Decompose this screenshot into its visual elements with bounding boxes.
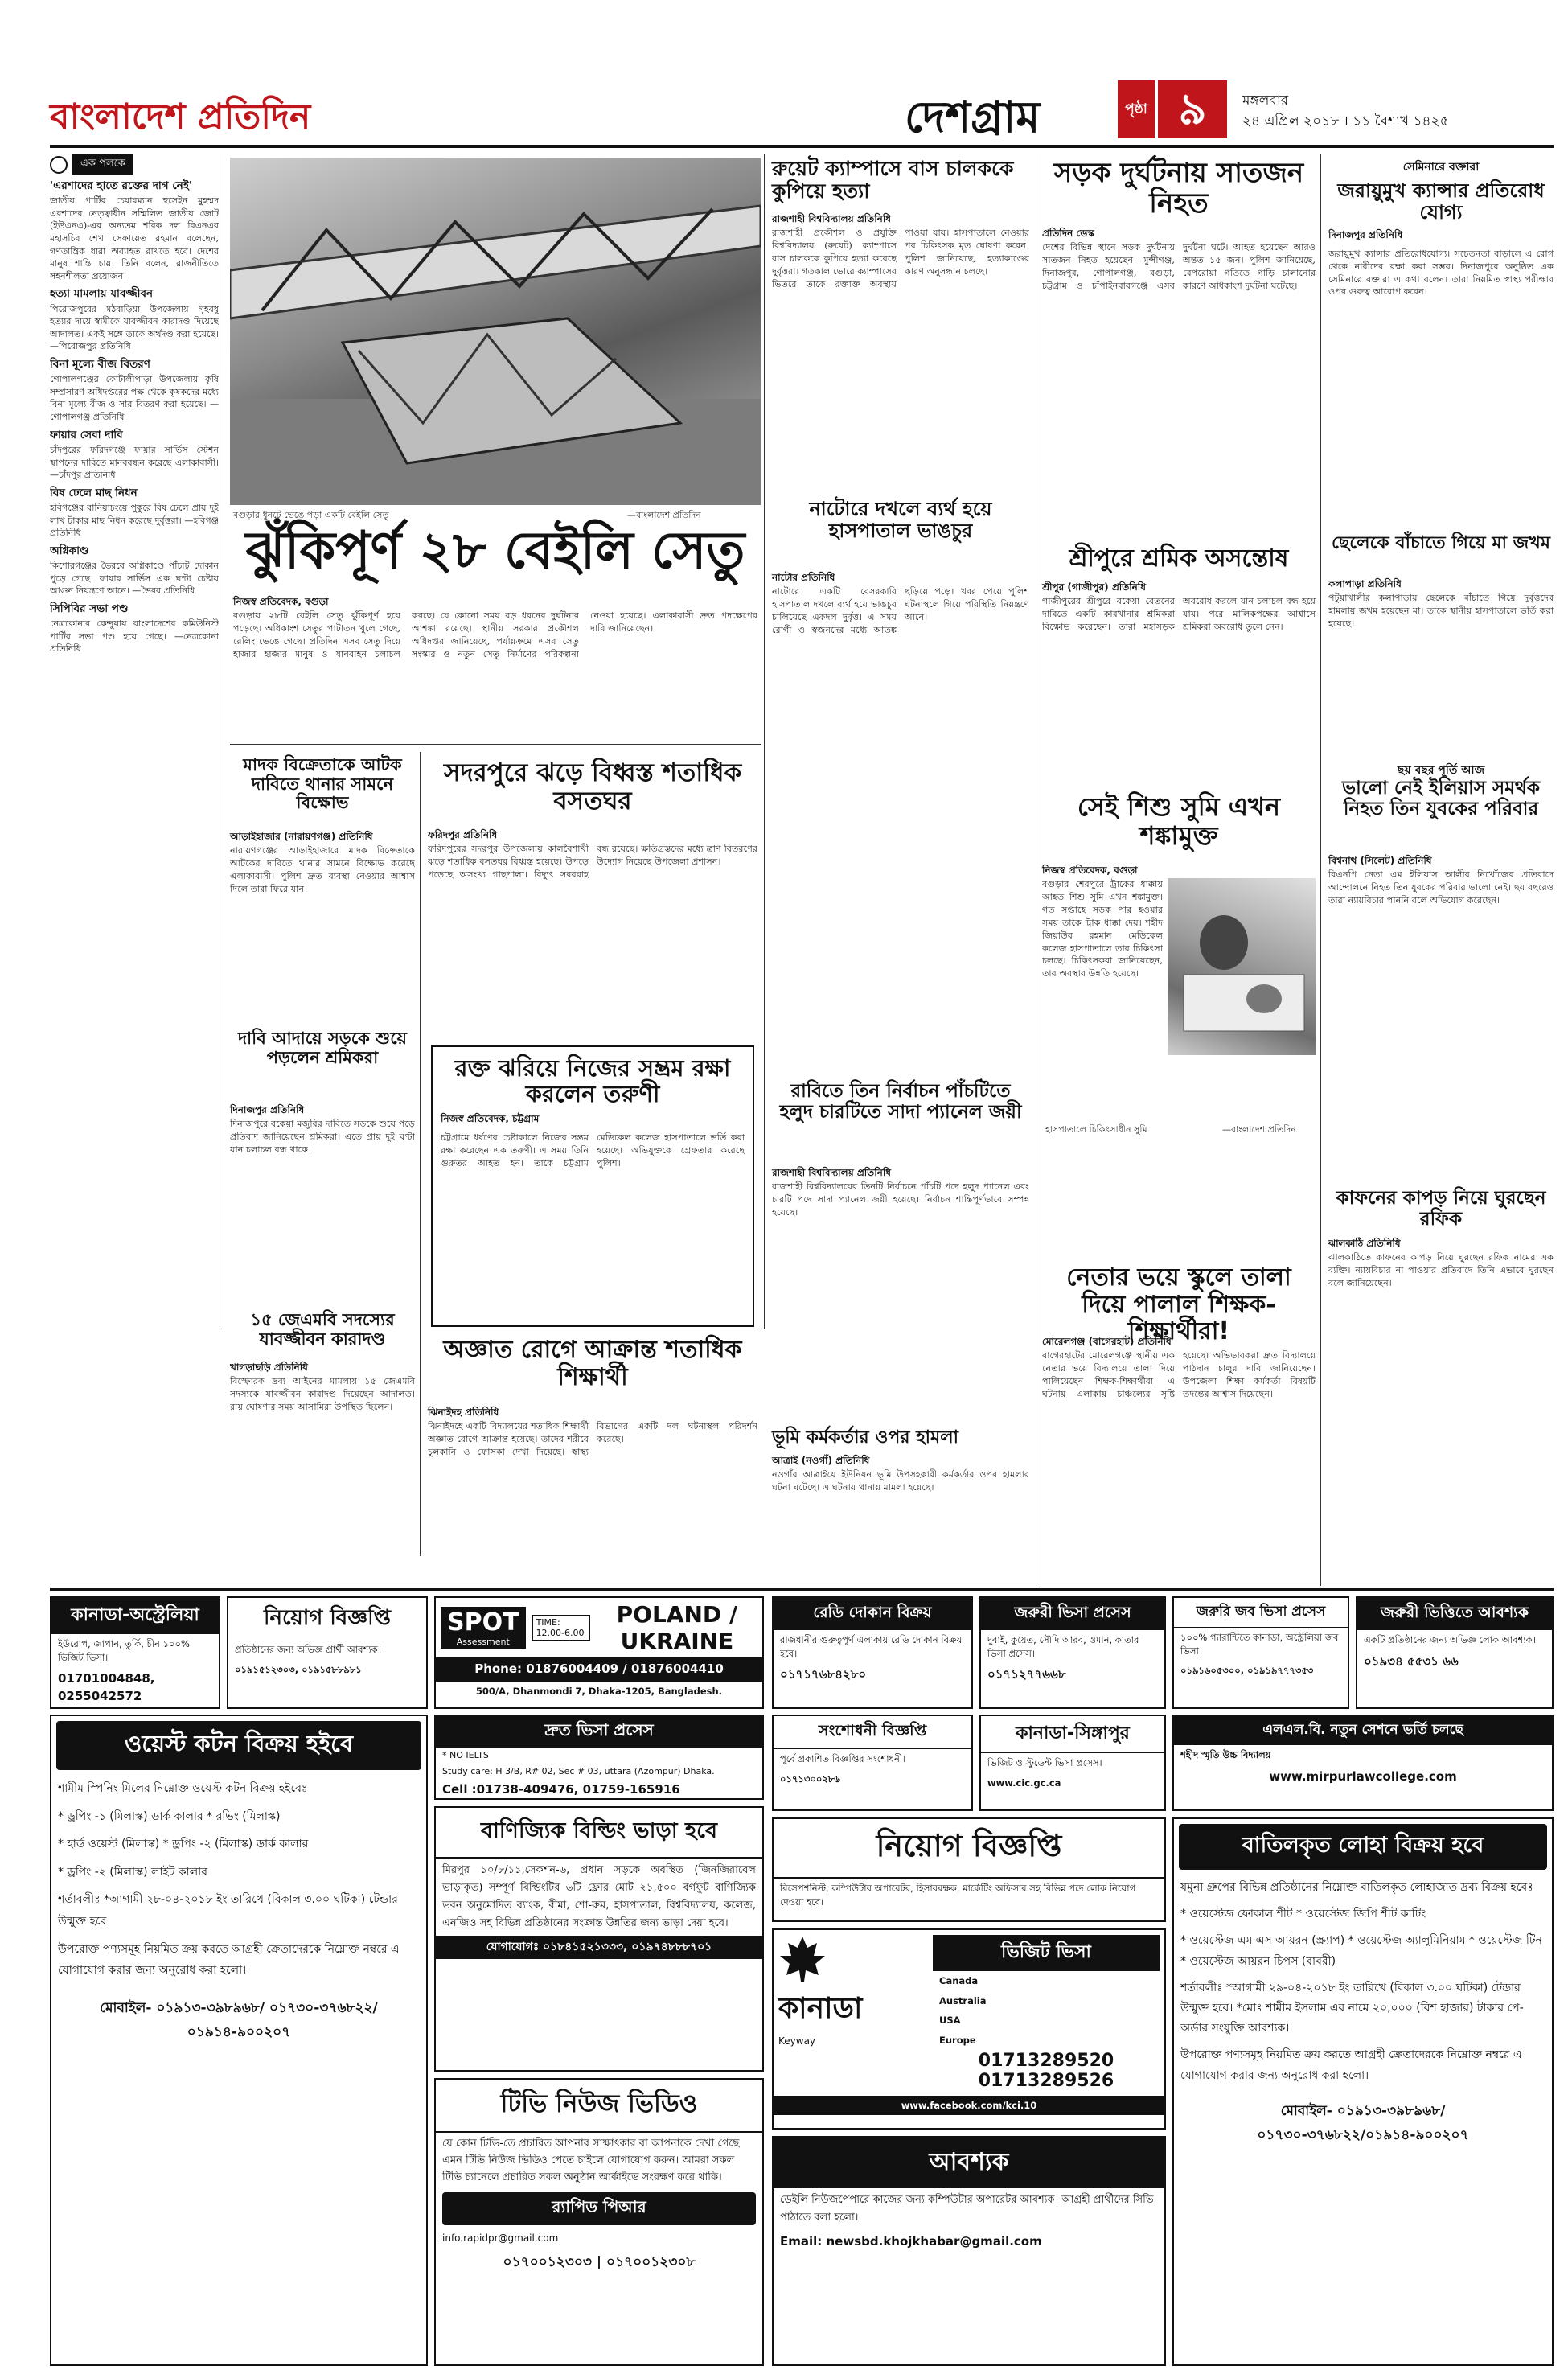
ad-title: বাণিজ্যিক বিল্ডিং ভাড়া হবে: [436, 1808, 762, 1859]
wanted-ad: [772, 2136, 1166, 2366]
hospital-bed-illustration: [1168, 878, 1316, 1055]
sumi-headline: সেই শিশু সুমি এখন শঙ্কামুক্ত: [1077, 791, 1281, 851]
brief-headline: অগ্নিকাণ্ড: [50, 544, 89, 557]
spiral-icon: [50, 156, 68, 174]
tv-news-video-ad: [434, 2078, 764, 2366]
seminar-story: [1328, 158, 1554, 521]
ad-phone: ০১৭১৩০০২৮৬: [780, 1772, 840, 1785]
page-number: ৯: [1158, 80, 1227, 138]
seminar-byline: দিনাজপুর প্রতিনিধি: [1328, 228, 1403, 240]
ad-email: info.rapidpr@gmail.com: [442, 2232, 559, 2245]
canada-singapore-ad: [979, 1715, 1166, 1811]
ad-country: Europe: [939, 2035, 976, 2047]
page-label: পৃষ্ঠা: [1118, 80, 1155, 138]
ad-line: * হার্ড ওয়েস্ট (মিলাস্ক) * ড্রপিং -২ (মিলাস্ক) ডার্ক কালার: [58, 1838, 309, 1851]
ad-phone: ০১৭০০১২৩০৩ | ০১৭০০১২৩০৮: [503, 2253, 696, 2270]
seminar-kicker: সেমিনারে বক্তারা: [1402, 161, 1480, 174]
ad-address: 500/A, Dhanmondi 7, Dhaka-1205, Bangladesh.: [475, 1685, 723, 1697]
ad-title: কানাডা-সিঙ্গাপুর: [981, 1716, 1164, 1753]
brief-body: গোপালগঞ্জের কোটালীপাড়া উপজেলায় কৃষি সম্প্রসারণ অধিদপ্তরের পক্ষ থেকে কৃষকদের মধ্যে বিনা মূল্যে বীজ ও সার বিতরণ করা হয়েছে। —গোপালগঞ্জ প্রতিনিধি: [50, 374, 219, 423]
rabi-body: রাজশাহী বিশ্ববিদ্যালয়ের তিনটি নির্বাচনে পাঁচটি পদে হলুদ প্যানেল এবং চারটি পদে সাদা প্যানেল জয়ী হয়েছে। নির্বাচন শান্তিপূর্ণভাবে সম্পন্ন হয়েছে।: [772, 1181, 1029, 1218]
disease-body: ঝিনাইদহে একটি বিদ্যালয়ের শতাধিক শিক্ষার্থী অজ্ঞাত রোগে আক্রান্ত হয়েছে। তাদের শরীরে চুলকানি ও ফোসকা দেখা দিয়েছে। স্বাস্থ্য বিভাগের একটি দল ঘটনাস্থল পরিদর্শন করেছে।: [428, 1421, 757, 1457]
llb-admission-ad: [1172, 1715, 1554, 1811]
column-divider: [764, 154, 765, 1329]
column-divider: [420, 752, 421, 1556]
ad-sub: ভিজিট ভিসা: [933, 1935, 1160, 1971]
ad-text: রাজধানীর গুরুত্বপূর্ণ এলাকায় রেডি দোকান বিক্রয় হবে।: [780, 1634, 963, 1659]
ad-phone: 01713289520: [978, 2050, 1114, 2071]
ad-line: * ওয়েস্টেজ ফোকাল শীট * ওয়েস্টেজ জিপি শীট কাটিং: [1180, 1908, 1426, 1921]
ad-brand: কানাডা: [778, 1992, 863, 2025]
kafon-body: ঝালকাঠিতে কাফনের কাপড় নিয়ে ঘুরছেন রফিক নামের এক ব্যক্তি। ন্যায়বিচার না পাওয়ার প্রতিবাদে তিনি এভাবে ঘুরছেন বলে জানিয়েছেন।: [1328, 1252, 1554, 1288]
brief-body: নেত্রকোনার কেন্দুয়ায় বাংলাদেশের কমিউনিস্ট পার্টির সভা পণ্ড হয়ে গেছে। —নেত্রকোনা প্রতিনিধি: [50, 618, 219, 655]
ad-title: আবশ্যক: [774, 2138, 1164, 2188]
ruet-byline: রাজশাহী বিশ্ববিদ্যালয় প্রতিনিধি: [772, 213, 891, 224]
section-title: দেশগ্রাম: [905, 92, 1041, 142]
collapsed-bridge-illustration: [230, 158, 761, 505]
job-circular-large-ad: [772, 1817, 1166, 1922]
jmb-body: বিস্ফোরক দ্রব্য আইনের মামলায় ১৫ জেএমবি সদস্যকে যাবজ্জীবন কারাদণ্ড দিয়েছেন আদালত। রায় ঘোষণার সময় আসামিরা উপস্থিত ছিলেন।: [230, 1376, 415, 1412]
bridge-byline: নিজস্ব প্রতিবেদক, বগুড়া: [233, 596, 329, 607]
ad-text: ডেইলি নিউজপেপারে কাজের জন্য কম্পিউটার অপারেটর আবশ্যক। আগ্রহী প্রার্থীদের সিভি পাঠাতে বলা হলো।: [780, 2194, 1154, 2224]
ad-line: * ওয়েস্টেজ এম এস আয়রন (স্ক্র্যাপ) * ওয়েস্টেজ অ্যালুমিনিয়াম * ওয়েস্টেজ টিন * ওয়েস্টেজ আয়রন চিপস (বাবরী): [1180, 1934, 1542, 1968]
bhumi-byline: আত্রাই (নওগাঁ) প্রতিনিধি: [772, 1455, 870, 1466]
scrap-iron-sale-ad: [1172, 1817, 1554, 2366]
ad-phone: 01713289526: [978, 2070, 1114, 2091]
ad-phone: মোবাইল- ০১৯১৩-৩৯৮৯৬৮/ ০১৭৩০-৩৭৬৮২২/০১৯১৪-৯০০২০৭: [1257, 2102, 1469, 2144]
adamdighi-byline: আড়াইহাজার (নারায়ণগঞ্জ) প্রতিনিধি: [230, 831, 373, 842]
adamdighi-headline: মাদক বিক্রেতাকে আটক দাবিতে থানার সামনে বিক্ষোভ: [243, 755, 402, 813]
ad-web: www.facebook.com/kci.10: [774, 2096, 1164, 2116]
brief-body: চাঁদপুরের ফরিদগঞ্জে ফায়ার সার্ভিস স্টেশন স্থাপনের দাবিতে মানববন্ধন করেছে এলাকাবাসী। —চাঁদপুর প্রতিনিধি: [50, 444, 219, 481]
workers-body: দিনাজপুরে বকেয়া মজুরির দাবিতে সড়কে শুয়ে পড়ে প্রতিবাদ জানিয়েছেন শ্রমিকরা। এতে প্রায় দুই ঘণ্টা যান চলাচল বন্ধ থাকে।: [230, 1119, 415, 1155]
bridge-headline: ঝুঁকিপূর্ণ ২৮ বেইলি সেতু: [245, 521, 745, 581]
child-headline: ছেলেকে বাঁচাতে গিয়ে মা জখম: [1331, 533, 1551, 553]
sumi-photo-credit: —বাংলাদেশ প্রতিদিন: [1222, 1124, 1296, 1135]
ad-sub: Assessment: [456, 1637, 510, 1647]
storm-byline: ফরিদপুর প্রতিনিধি: [428, 829, 498, 840]
ad-title: জরুরি জব ভিসা প্রসেস: [1174, 1598, 1348, 1628]
accident-byline: প্রতিদিন ডেস্ক: [1042, 228, 1094, 239]
kafon-headline: কাফনের কাপড় নিয়ে ঘুরছেন রফিক: [1336, 1188, 1546, 1230]
ad-title: নিয়োগ বিজ্ঞপ্তি: [264, 1606, 391, 1630]
sumi-photo: [1168, 878, 1316, 1055]
commercial-building-ad: [434, 1806, 764, 2072]
ad-title: ওয়েস্ট কটন বিক্রয় হইবে: [56, 1721, 421, 1770]
ruet-headline: রুয়েট ক্যাম্পাসে বাস চালককে কুপিয়ে হত্যা: [772, 157, 1014, 203]
ready-shop-sale-ad: [772, 1596, 973, 1709]
bridge-body: বগুড়ায় ২৮টি বেইলি সেতু ঝুঁকিপূর্ণ হয়ে পড়েছে। অধিকাংশ সেতুর পাটাতন খুলে গেছে, রেলিং ভেঙে গেছে। প্রতিদিন এসব সেতু দিয়ে হাজার হাজার মানুষ ও যানবাহন চলাচল করছে। যে কোনো সময় বড় ধরনের দুর্ঘটনার আশঙ্কা রয়েছে। স্থানীয় সরকার প্রকৌশল অধিদপ্তর জানিয়েছে, পর্যায়ক্রমে এসব সেতু সংস্কার ও নতুন সেতু নির্মাণের পরিকল্পনা নেওয়া হয়েছে। এলাকাবাসী দ্রুত পদক্ষেপের দাবি জানিয়েছেন।: [233, 610, 757, 659]
ad-line: যমুনা গ্রুপের বিভিন্ন প্রতিষ্ঠানের নিম্নোক্ত বাতিলকৃত লোহাজাত দ্রব্য বিক্রয় হবেঃ: [1180, 1881, 1533, 1894]
ad-line: শর্তাবলীঃ *আগামী ২৮-০৪-২০১৮ ইং তারিখে (বিকাল ৩.০০ ঘটিকা) টেন্ডার উন্মুক্ত হবে।: [58, 1893, 398, 1928]
sreepur-headline: শ্রীপুরে শ্রমিক অসন্তোষ: [1069, 544, 1289, 573]
brief-headline: হত্যা মামলায় যাবজ্জীবন: [50, 287, 154, 301]
child-body: পটুয়াখালীর কলাপাড়ায় ছেলেকে বাঁচাতে গিয়ে দুর্বৃত্তদের হামলায় জখম হয়েছেন মা। তাকে স্থানীয় হাসপাতালে ভর্তি করা হয়েছে।: [1328, 593, 1554, 629]
bridge-photo-credit: —বাংলাদেশ প্রতিদিন: [627, 510, 701, 520]
seminar-headline: জরায়ুমুখ ক্যান্সার প্রতিরোধ যোগ্য: [1337, 179, 1545, 224]
ad-web: www.cic.gc.ca: [987, 1776, 1061, 1789]
victims-body: বিএনপি নেতা এম ইলিয়াস আলীর নিখোঁজের প্রতিবাদে আন্দোলনে নিহত তিন যুবকের পরিবার ভালো নেই। ছয় বছরেও তারা ন্যায়বিচার পাননি বলে অভিযোগ করেছেন।: [1328, 869, 1554, 906]
fast-visa-ad: [434, 1715, 764, 1800]
canada-australia-ad: [50, 1596, 220, 1709]
maple-leaf-icon: [778, 1935, 827, 1983]
ad-phone: ০১৭১৭৬৮৪২৮০: [780, 1667, 867, 1682]
seminar-body: জরায়ুমুখ ক্যান্সার প্রতিরোধযোগ্য। সচেতনতা বাড়ালে এ রোগ থেকে নারীদের রক্ষা করা সম্ভব। দিনাজপুরে অনুষ্ঠিত এক সেমিনারে বক্তারা এ কথা বলেন। তারা নিয়মিত স্বাস্থ্য পরীক্ষার ওপর গুরুত্ব আরোপ করেন।: [1328, 248, 1554, 298]
ad-title: কানাডা-অস্ট্রেলিয়া: [51, 1598, 219, 1634]
edition-date: [1242, 90, 1556, 132]
bhumi-headline: ভূমি কর্মকর্তার ওপর হামলা: [772, 1427, 959, 1448]
adamdighi-body: নারায়ণগঞ্জের আড়াইহাজারে মাদক বিক্রেতাকে আটকের দাবিতে থানার সামনে বিক্ষোভ করেছে এলাকাবাসী। পুলিশ দ্রুত ব্যবস্থা নেওয়ার আশ্বাস দিলে তারা ফিরে যান।: [230, 845, 415, 894]
ad-phone: ০১৯১৬০৫৩০০, ০১৯১৯৭৭৭৩৫৩: [1180, 1665, 1314, 1677]
rokto-box: [431, 1045, 754, 1327]
ad-company: Keyway: [778, 2035, 816, 2047]
ek-polok-column: [50, 154, 219, 1329]
newspaper-logo: বাংলাদেশ প্রতিদিন: [50, 97, 311, 138]
ad-email: Email: newsbd.khojkhabar@gmail.com: [780, 2234, 1042, 2249]
ad-line: উপরোক্ত পণ্যসমূহ নিয়মিত ক্রয় করতে আগ্রহী ক্রেতাদেরকে নিম্নোক্ত নম্বরে এ যোগাযোগ করার জন্য অনুরোধ করা হলো।: [1180, 2048, 1522, 2082]
ad-country: Australia: [939, 1994, 987, 2006]
natore-byline: নাটোর প্রতিনিধি: [772, 572, 835, 583]
storm-body: ফরিদপুরের সদরপুর উপজেলায় কালবৈশাখী ঝড়ে শতাধিক বসতঘর বিধ্বস্ত হয়েছে। উপড়ে পড়েছে অসংখ্য গাছপালা। বিদ্যুৎ সরবরাহ বন্ধ রয়েছে। ক্ষতিগ্রস্তদের মধ্যে ত্রাণ বিতরণের উদ্যোগ নিয়েছে উপজেলা প্রশাসন।: [428, 844, 757, 880]
spot-assessment-ad: [434, 1596, 764, 1709]
urgent-visa-ad: [979, 1596, 1166, 1709]
teacher-headline: নেতার ভয়ে স্কুলে তালা দিয়ে পালাল শিক্ষক-শিক্ষার্থীরা!: [1066, 1263, 1291, 1346]
ad-text: প্রতিষ্ঠানের জন্য অভিজ্ঞ প্রার্থী আবশ্যক।: [235, 1644, 381, 1655]
ad-title: নিয়োগ বিজ্ঞপ্তি: [774, 1819, 1164, 1879]
ad-title: জরুরী ভিত্তিতে আবশ্যক: [1357, 1598, 1552, 1630]
ad-phone: মোবাইল- ০১৯১৩-৩৯৮৯৬৮/ ০১৭৩০-৩৭৬৮২২/ ০১৯১৪-৯০০২০৭: [100, 1999, 378, 2041]
ad-country: Canada: [939, 1975, 979, 1986]
ad-phone: 01701004848, 0255042572: [58, 1671, 155, 1704]
ad-line: উপরোক্ত পণ্যসমূহ নিয়মিত ক্রয় করতে আগ্রহী ক্রেতাদেরকে নিম্নোক্ত নম্বরে এ যোগাযোগ করার জন্য অনুরোধ করা হলো।: [58, 1942, 400, 1978]
ad-phone: ০১৯১৫১২৩০৩, ০১৯১৫৮৮৯৮১: [235, 1663, 362, 1675]
canada-visit-visa-ad: [772, 1928, 1166, 2130]
job-circular-ad: [227, 1596, 428, 1709]
ad-text: মিরপুর ১০/৮/১১,সেকশন-৬, প্রধান সড়কে অবস্থিত (জিনজিরাবেল ভাড়াকৃত) সম্পূর্ণ বিল্ডিংটির ৬টি ফ্লোর মোট ২১,৫০০ বর্গফুট বাণিজ্যিক ভবন অনুমোদিত ব্যাংক, বীমা, শো-রুম, হাসপাতাল, বিশ্ববিদ্যালয়, কলেজ, এনজিও সহ বিভিন্ন প্রতিষ্ঠানের সংক্রান্ত উন্নতির জন্য ভাড়া দেয়া হবে।: [442, 1864, 756, 1930]
ruet-body: রাজশাহী প্রকৌশল ও প্রযুক্তি বিশ্ববিদ্যালয় (রুয়েট) ক্যাম্পাসে বাস চালককে কুপিয়ে হত্যা করেছে দুর্বৃত্তরা। গতকাল ভোরে ক্যাম্পাসের ভিতরে তাকে রক্তাক্ত অবস্থায় পাওয়া যায়। হাসপাতালে নেওয়ার পর চিকিৎসক মৃত ঘোষণা করেন। পুলিশ জানিয়েছে, হত্যাকাণ্ডের কারণ অনুসন্ধান চলছে।: [772, 228, 1029, 290]
ad-text: একটি প্রতিষ্ঠানের জন্য অভিজ্ঞ লোক আবশ্যক।: [1364, 1634, 1536, 1645]
brief-headline: বিষ ঢেলে মাছ নিধন: [50, 486, 138, 499]
ek-polok-tag: এক পলকে: [72, 154, 133, 175]
child-byline: কলাপাড়া প্রতিনিধি: [1328, 578, 1402, 589]
ad-text: দুবাই, কুয়েত, সৌদি আরব, ওমান, কাতার ভিসা প্রসেস।: [987, 1634, 1139, 1659]
sreepur-byline: শ্রীপুর (গাজীপুর) প্রতিনিধি: [1042, 581, 1146, 593]
sreepur-body: গাজীপুরের শ্রীপুরে বকেয়া বেতনের দাবিতে একটি কারখানার শ্রমিকরা বিক্ষোভ করেছেন। তারা মহাসড়ক অবরোধ করলে যান চলাচল বন্ধ হয়ে যায়। পরে মালিকপক্ষের আশ্বাসে শ্রমিকরা অবরোধ তুলে নেন।: [1042, 596, 1316, 632]
disease-byline: ঝিনাইদহ প্রতিনিধি: [428, 1407, 499, 1418]
ad-country: USA: [939, 2015, 961, 2027]
ad-line: শর্তাবলীঃ *আগামী ২৯-০৪-২০১৮ ইং তারিখে (বিকাল ৩.০০ ঘটিকা) টেন্ডার উন্মুক্ত হবে। *মোঃ শামীম ইসলাম এর নামে ২০,০০০ (বিশ হাজার) টাকার পে-অর্ডার সংযুক্তি আবশ্যক।: [1180, 1981, 1524, 2035]
ads-rule: [50, 1588, 1554, 1591]
brief-body: হবিগঞ্জের বানিয়াচংয়ে পুকুরে বিষ ঢেলে প্রায় দুই লাখ টাকার মাছ নিধন করেছে দুর্বৃত্তরা। —হবিগঞ্জ প্রতিনিধি: [50, 502, 219, 539]
workers-headline: দাবি আদায়ে সড়কে শুয়ে পড়লেন শ্রমিকরা: [237, 1029, 408, 1067]
victims-headline: ভালো নেই ইলিয়াস সমর্থক নিহত তিন যুবকের পরিবার: [1342, 778, 1540, 819]
sumi-body: বগুড়ার শেরপুরে ট্রাকের ধাক্কায় আহত শিশু সুমি এখন শঙ্কামুক্ত। গত সপ্তাহে সড়ক পার হওয়ার সময় তাকে ট্রাক ধাক্কা দেয়। শহীদ জিয়াউর রহমান মেডিকেল কলেজ হাসপাতালে তার চিকিৎসা চলছে। চিকিৎসকরা জানিয়েছেন, তার অবস্থার উন্নতি হয়েছে।: [1042, 879, 1163, 980]
ad-title: সংশোধনী বিজ্ঞপ্তি: [774, 1716, 971, 1749]
ad-phone: ০১৭১২৭৭৬৬৮: [987, 1667, 1066, 1682]
ad-brand: র‍্যাপিড পিআর: [442, 2192, 756, 2225]
ad-note: Study care: H 3/B, R# 02, Sec # 03, uttara (Azompur) Dhaka.: [442, 1765, 715, 1776]
correction-notice-ad: [772, 1715, 973, 1811]
accident-headline: সড়ক দুর্ঘটনায় সাতজন নিহত: [1053, 157, 1304, 220]
rabi-headline: রাবিতে তিন নির্বাচন পাঁচটিতে হলুদ চারটিতে সাদা প্যানেল জয়ী: [779, 1081, 1022, 1123]
brief-headline: সিপিবির সভা পণ্ড: [50, 602, 129, 615]
ad-destination: POLAND / UKRAINE: [616, 1601, 738, 1654]
ad-title: রেডি দোকান বিক্রয়: [774, 1598, 971, 1630]
job-visa-ad: [1172, 1596, 1349, 1709]
ad-text: পূর্বে প্রকাশিত বিজ্ঞপ্তির সংশোধনী।: [780, 1753, 906, 1764]
ad-brand: SPOT: [447, 1608, 519, 1637]
brief-headline: 'এরশাদের হাতে রক্তের দাগ নেই': [50, 179, 192, 192]
ad-title: টিভি নিউজ ভিডিও: [436, 2080, 762, 2133]
accident-body: দেশের বিভিন্ন স্থানে সড়ক দুর্ঘটনায় সাতজন নিহত হয়েছেন। মুন্সীগঞ্জ, দিনাজপুর, গোপালগঞ্জ, বগুড়া, চট্টগ্রাম ও চাঁপাইনবাবগঞ্জে এসব দুর্ঘটনা ঘটে। আহত হয়েছেন আরও অন্তত ১৫ জন। পুলিশ জানিয়েছে, বেপরোয়া গতিতে গাড়ি চালানোর কারণে অধিকাংশ দুর্ঘটনা ঘটেছে।: [1042, 242, 1316, 291]
masthead-rule: [50, 145, 1554, 148]
ad-phone: Cell :01738-409476, 01759-165916: [442, 1781, 680, 1797]
brief-headline: বিনা মূল্যে বীজ বিতরণ: [50, 358, 150, 372]
section-rule: [230, 744, 761, 745]
natore-body: নাটোরে একটি বেসরকারি হাসপাতাল দখলে ব্যর্থ হয়ে ভাঙচুর চালিয়েছে একদল দুর্বৃত্ত। এ সময় রোগী ও স্বজনদের মধ্যে আতঙ্ক ছড়িয়ে পড়ে। খবর পেয়ে পুলিশ ঘটনাস্থলে গিয়ে পরিস্থিতি নিয়ন্ত্রণে আনে।: [772, 586, 1029, 635]
ad-line: * ড্রপিং -১ (মিলাস্ক) ডার্ক কালার * রভিং (মিলাস্ক): [58, 1809, 281, 1823]
workers-byline: দিনাজপুর প্রতিনিধি: [230, 1104, 305, 1115]
ad-time: TIME: 12.00-6.00: [532, 1615, 590, 1641]
ad-line: * ড্রপিং -২ (মিলাস্ক) লাইট কালার: [58, 1865, 207, 1879]
jmb-headline: ১৫ জেএমবি সদস্যের যাবজ্জীবন কারাদণ্ড: [250, 1310, 395, 1349]
victims-kicker: ছয় বছর পূর্তি আজ: [1397, 764, 1485, 777]
sumi-photo-caption: হাসপাতালে চিকিৎসাধীন সুমি: [1045, 1124, 1147, 1135]
rokto-headline: রক্ত ঝরিয়ে নিজের সম্ভ্রম রক্ষা করলেন তরুণী: [454, 1054, 731, 1108]
rokto-body: চট্টগ্রামে ধর্ষণের চেষ্টাকালে নিজের সম্ভ্রম রক্ষা করেছেন এক তরুণী। এ সময় তিনি গুরুতর আহত হন। তাকে চট্টগ্রাম মেডিকেল কলেজ হাসপাতালে ভর্তি করা হয়েছে। অভিযুক্তকে গ্রেফতার করেছে পুলিশ।: [441, 1132, 745, 1169]
bridge-photo: [230, 158, 761, 505]
rokto-byline: নিজস্ব প্রতিবেদক, চট্টগ্রাম: [441, 1112, 540, 1124]
ad-web: www.mirpurlawcollege.com: [1269, 1768, 1457, 1784]
ad-title: বাতিলকৃত লোহা বিক্রয় হবে: [1179, 1824, 1547, 1870]
ad-phone: ০১৯৩৪ ৫৫৩১ ৬৬: [1364, 1653, 1459, 1669]
sumi-byline: নিজস্ব প্রতিবেদক, বগুড়া: [1042, 865, 1138, 876]
cotton-waste-ad: [50, 1715, 428, 2366]
ad-line: শামীম স্পিনিং মিলের নিম্নোক্ত ওয়েস্ট কটন বিক্রয় হইবেঃ: [58, 1782, 308, 1795]
ad-text: যে কোন টিভি-তে প্রচারিত আপনার সাক্ষাৎকার বা আপনাকে দেখা গেছে এমন টিভি নিউজ ভিডিও পেতে চাইলে যোগাযোগ করুন। আমরা সকল টিভি চ্যানেলে প্রচারিত সকল অনুষ্ঠান আর্কাইভে সংরক্ষণ করে থাকি।: [442, 2138, 740, 2183]
ad-title: দ্রুত ভিসা প্রসেস: [436, 1716, 762, 1748]
urgent-need-ad: [1356, 1596, 1554, 1709]
brief-body: জাতীয় পার্টির চেয়ারম্যান হুসেইন মুহম্মদ এরশাদের নেতৃত্বাধীন সম্মিলিত জাতীয় জোট (ইউএনএ)-এর অন্যতম শরিক দল বিএনএর মহাসচিব শেখ সেফায়েত রহমান বলেছেন, গণতান্ত্রিক ধারা অব্যাহত রাখতে হবে। দেশের মানুষ শান্তি চায়। তিনি বলেন, রাজনীতিতে সহনশীলতা প্রয়োজন।: [50, 195, 219, 281]
brief-headline: ফায়ার সেবা দাবি: [50, 428, 123, 442]
ad-text: ১০০% গ্যারান্টিতে কানাডা, অস্ট্রেলিয়া জব ভিসা।: [1180, 1632, 1339, 1657]
ad-title: জরুরী ভিসা প্রসেস: [981, 1598, 1164, 1630]
edition-full-date: ২৪ এপ্রিল ২০১৮ । ১১ বৈশাখ ১৪২৫: [1242, 113, 1449, 129]
brief-body: কিশোরগঞ্জের ভৈরবে অগ্নিকাণ্ডে পাঁচটি দোকান পুড়ে গেছে। ফায়ার সার্ভিস এক ঘণ্টা চেষ্টায় আগুন নিয়ন্ত্রণে আনে। —ভৈরব প্রতিনিধি: [50, 560, 219, 597]
teacher-body: বাগেরহাটের মোরেলগঞ্জে স্থানীয় এক নেতার ভয়ে বিদ্যালয়ে তালা দিয়ে পালিয়েছেন শিক্ষক-শিক্ষার্থীরা। এ ঘটনায় এলাকায় চাঞ্চল্যের সৃষ্টি হয়েছে। অভিভাবকরা দ্রুত বিদ্যালয়ে পাঠদান চালুর দাবি জানিয়েছেন। উপজেলা শিক্ষা কর্মকর্তা বিষয়টি তদন্তের আশ্বাস দিয়েছেন।: [1042, 1350, 1316, 1399]
brief-body: পিরোজপুরের মঠবাড়িয়া উপজেলায় গৃহবধূ হত্যার দায়ে স্বামীকে যাবজ্জীবন কারাদণ্ড দিয়েছে আদালত। একই সঙ্গে তাকে অর্থদণ্ড করা হয়েছে। —পিরোজপুর প্রতিনিধি: [50, 303, 219, 352]
bhumi-body: নওগাঁর আত্রাইয়ে ইউনিয়ন ভূমি উপসহকারী কর্মকর্তার ওপর হামলার ঘটনা ঘটেছে। এ ঘটনায় থানায় মামলা হয়েছে।: [772, 1469, 1029, 1493]
natore-headline: নাটোরে দখলে ব্যর্থ হয়ে হাসপাতাল ভাঙচুর: [809, 498, 992, 542]
storm-headline: সদরপুরে ঝড়ে বিধ্বস্ত শতাধিক বসতঘর: [443, 758, 742, 815]
ad-text: শহীদ স্মৃতি উচ্চ বিদ্যালয়: [1180, 1749, 1271, 1760]
rabi-byline: রাজশাহী বিশ্ববিদ্যালয় প্রতিনিধি: [772, 1167, 891, 1178]
kafon-byline: ঝালকাঠি প্রতিনিধি: [1328, 1238, 1401, 1249]
victims-byline: বিশ্বনাথ (সিলেট) প্রতিনিধি: [1328, 855, 1432, 866]
ad-note: * NO IELTS: [442, 1750, 489, 1760]
teacher-byline: মোরেলগঞ্জ (বাগেরহাট) প্রতিনিধি: [1042, 1336, 1172, 1347]
ad-text: ইউরোপ, জাপান, তুর্কি, চীন ১০০% ভিজিট ভিসা।: [58, 1638, 190, 1663]
ad-title: এলএল.বি. নতুন সেশনে ভর্তি চলছে: [1174, 1716, 1552, 1745]
ad-phone: যোগাযোগঃ ০১৮৪১৫২১৩৩৩, ০১৯৭৪৮৮৮৭০১: [436, 1936, 762, 1958]
ad-text: ভিজিট ও স্টুডেন্ট ভিসা প্রসেস।: [987, 1757, 1102, 1768]
column-divider: [1320, 154, 1321, 1586]
ad-phone: Phone: 01876004409 / 01876004410: [436, 1657, 762, 1682]
ad-text: রিসেপশনিস্ট, কম্পিউটার অপারেটর, হিসাবরক্ষক, মার্কেটিং অফিসার সহ বিভিন্ন পদে লোক নিয়োগ দেওয়া হবে।: [780, 1883, 1136, 1908]
edition-day: মঙ্গলবার: [1242, 92, 1289, 109]
jmb-byline: খাগড়াছড়ি প্রতিনিধি: [230, 1362, 308, 1373]
bridge-photo-caption: বগুড়ার ধুনটে ভেঙে পড়া একটি বেইলি সেতু: [233, 510, 389, 520]
disease-headline: অজ্ঞাত রোগে আক্রান্ত শতাধিক শিক্ষার্থী: [443, 1336, 742, 1391]
